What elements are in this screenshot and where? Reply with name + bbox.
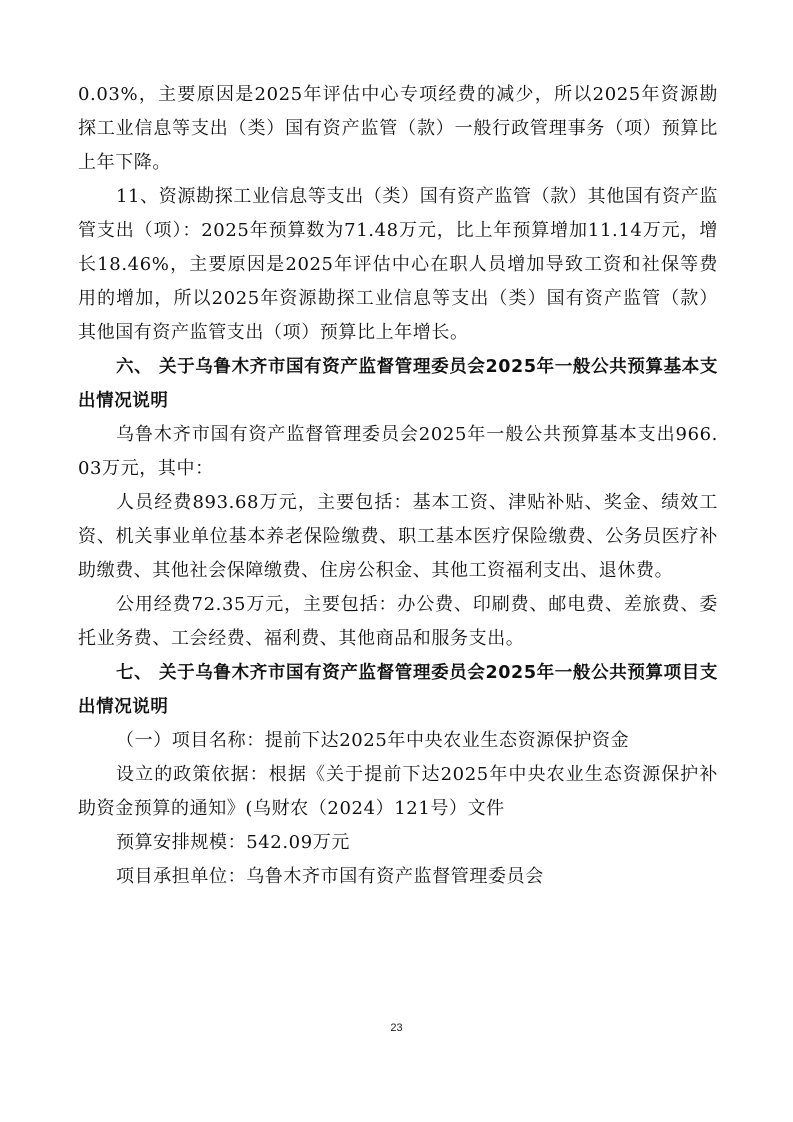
paragraph-policy-basis: 设立的政策依据：根据《关于提前下达2025年中央农业生态资源保护补助资金预算的通知》(乌财农（2024）121号）文件 [78,764,718,819]
section-heading-7: 七、 关于乌鲁木齐市国有资产监督管理委员会2025年一般公共预算项目支出情况说明 [78,663,718,717]
section-heading-6: 六、 关于乌鲁木齐市国有资产监督管理委员会2025年一般公共预算基本支出情况说明 [78,357,718,411]
paragraph-budget-scale: 预算安排规模：542.09万元 [116,832,350,853]
paragraph-basic-expenditure: 乌鲁木齐市国有资产监督管理委员会2025年一般公共预算基本支出966.03万元，其中： [78,424,718,479]
paragraph-continuation: 0.03%，主要原因是2025年评估中心专项经费的减少，所以2025年资源勘探工业信息等支出（类）国有资产监管（款）一般行政管理事务（项）预算比上年下降。 [78,84,718,173]
paragraph-public-expenses: 公用经费72.35万元，主要包括：办公费、印刷费、邮电费、差旅费、委托业务费、工会经费、福利费、其他商品和服务支出。 [78,594,718,649]
paragraph-personnel-expenses: 人员经费893.68万元，主要包括：基本工资、津贴补贴、奖金、绩效工资、机关事业单位基本养老保险缴费、职工基本医疗保险缴费、公务员医疗补助缴费、其他社会保障缴费、住房公积金、其他工资福利支出、退休费。 [78,492,718,581]
paragraph-undertaking-unit: 项目承担单位：乌鲁木齐市国有资产监督管理委员会 [116,866,544,887]
page-number: 23 [390,1022,403,1034]
document-body [78,78,718,894]
paragraph-project-name: （一）项目名称：提前下达2025年中央农业生态资源保护资金 [116,730,630,751]
paragraph-item-11: 11、资源勘探工业信息等支出（类）国有资产监管（款）其他国有资产监管支出（项）：2025年预算数为71.48万元，比上年预算增加11.14万元，增长18.46%，主要原因是2025年评估中心在职人员增加导致工资和社保等费用的增加，所以2025年资源勘探工业信息等支出（类）国有资产监管（款）其他国有资产监管支出（项）预算比上年增长。 [78,186,718,343]
